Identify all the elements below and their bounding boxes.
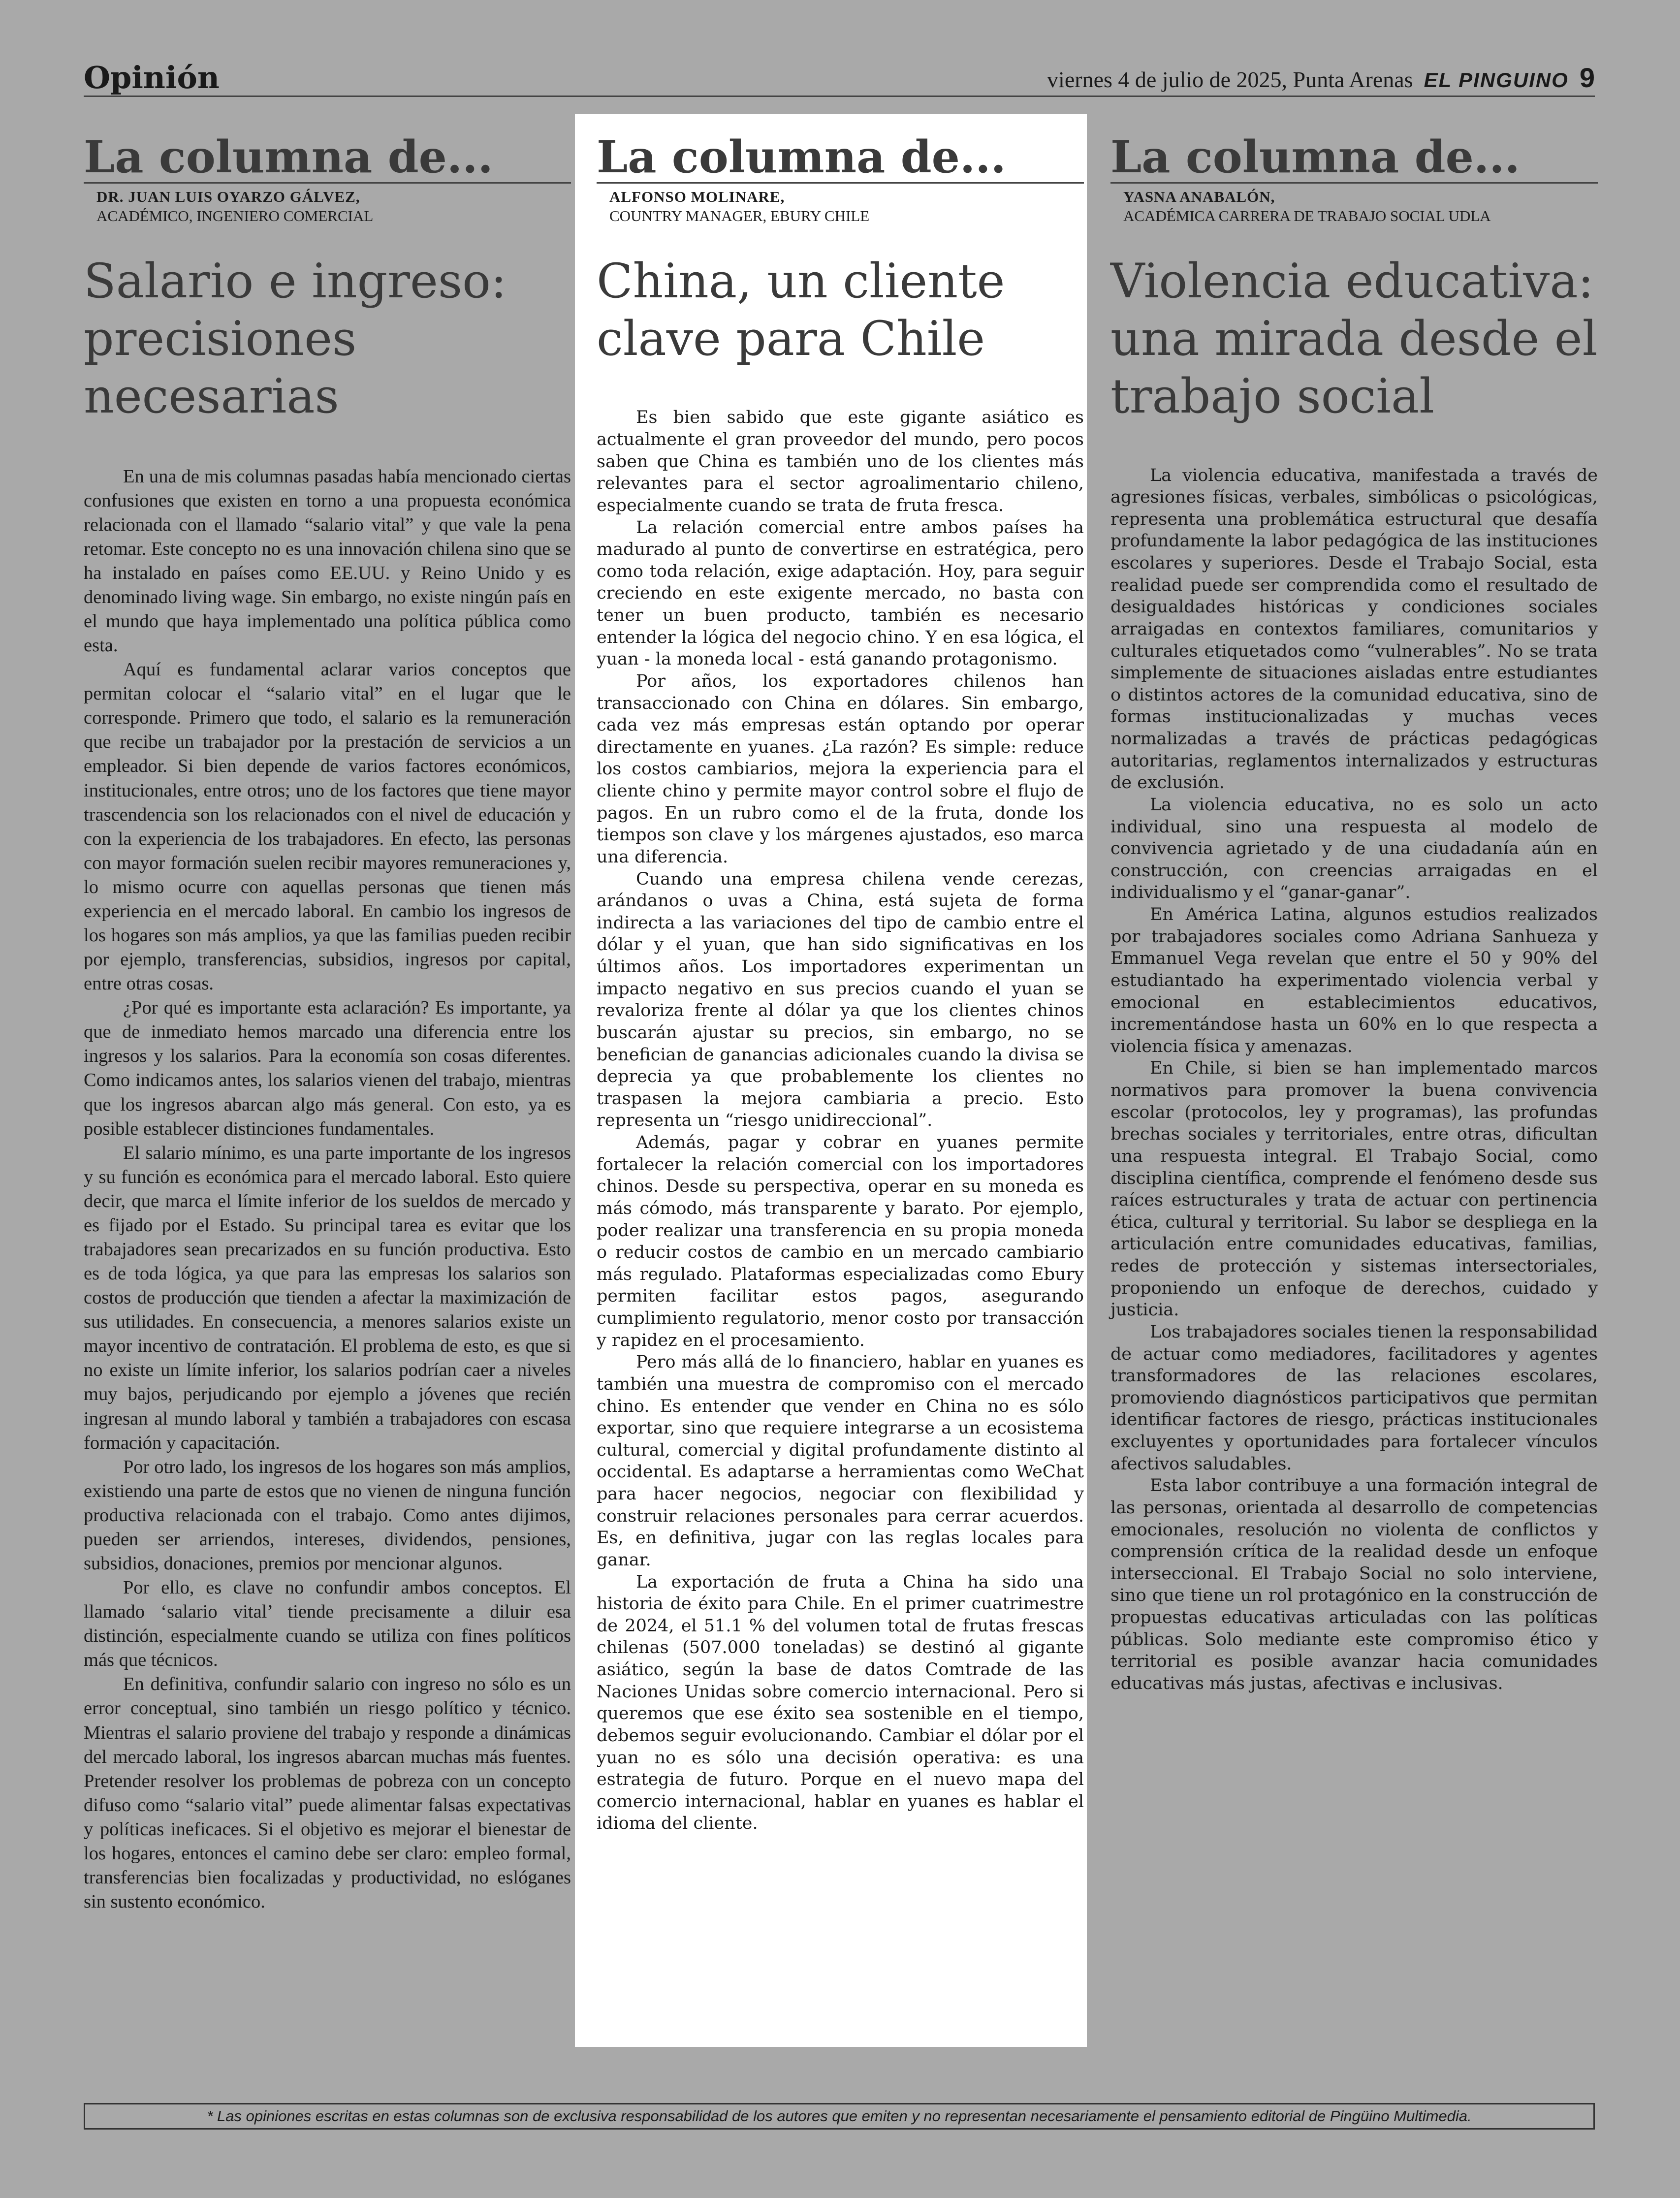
paragraph: En América Latina, algunos estudios realizados por trabajadores sociales como Adriana Sanhueza y Emmanuel Vega revelan que entre el 50 y 90% del estudiantado ha experimentado violencia verbal y emocional en establecimientos educativos, incrementándose hasta un 60% en lo que respecta a violencia física y amenazas. — [1110, 905, 1598, 1056]
column-author-role: ACADÉMICA CARRERA DE TRABAJO SOCIAL UDLA — [1123, 207, 1491, 224]
column-author-role: ACADÉMICO, INGENIERO COMERCIAL — [96, 207, 374, 224]
column-3 — [1110, 113, 1598, 1695]
page-number: 9 — [1579, 62, 1595, 93]
column-kicker: La columna de... — [1110, 113, 1598, 184]
section-title: Opinión — [84, 60, 220, 96]
paragraph: Además, pagar y cobrar en yuanes permite fortalecer la relación comercial con los importadores chinos. Desde su perspectiva, operar en su moneda es más cómodo, más transparente y barato. Por ejemplo, poder realizar una transferencia en su propia moneda o reducir costos de cambio en un mercado cambiario más regulado. Plataformas especializadas como Ebury permiten facilitar estos pagos, asegurando cumplimiento regulatorio, menor costo por transacción y rapidez en el procesamiento. — [597, 1133, 1084, 1350]
footer-disclaimer: * Las opiniones escritas en estas columnas son de exclusiva responsabilidad de los autores que emiten y no representan necesariamente el pensamiento editorial de Pingüino Multimedia. — [84, 2103, 1595, 2130]
column-kicker: La columna de... — [597, 113, 1084, 184]
column-author-role: COUNTRY MANAGER, EBURY CHILE — [609, 207, 870, 224]
column-headline: Salario e ingreso: precisiones necesarias — [84, 253, 507, 424]
paragraph: La violencia educativa, no es solo un acto individual, sino una respuesta al modelo de convivencia agrietado y de una ciudadanía aún en construcción, con creencias arraigadas en el individualismo y el “ganar-ganar”. — [1110, 795, 1598, 903]
paragraph: La violencia educativa, manifestada a través de agresiones físicas, verbales, simbólicas o psicológicas, representa una problemática estructural que desafía profundamente la labor pedagógica de las instituciones escolares y superiores. Desde el Trabajo Social, esta realidad puede ser comprendida como el resultado de desigualdades históricas y condiciones sociales arraigadas en contextos familiares, comunitarios y culturales etiquetados como “vulnerables”. No se trata simplemente de situaciones aisladas entre estudiantes o distintos actores de la comunidad educativa, sino de formas institucionalizadas y muchas veces normalizadas a través de prácticas pedagógicas autoritarias, reglamentos internalizados y estructuras de exclusión. — [1110, 465, 1598, 793]
column-author: ALFONSO MOLINARE, — [609, 188, 785, 205]
newspaper-brand: EL PINGUINO — [1424, 68, 1569, 92]
column-1 — [84, 113, 571, 1914]
column-body — [84, 465, 571, 1914]
column-kicker: La columna de... — [84, 113, 571, 184]
column-headline: China, un cliente clave para Chile — [597, 253, 1005, 366]
paragraph: Cuando una empresa chilena vende cerezas, arándanos o uvas a China, está sujeta de forma indirecta a las variaciones del tipo de cambio entre el dólar y el yuan, que han sido significativas en los últimos años. Los importadores experimentan un impacto negativo en sus precios cuando el yuan se revaloriza frente al dólar ya que los clientes chinos buscarán ajustar su precios, sin embargo, no se benefician de ganancias adicionales cuando la divisa se deprecia ya que probablemente los clientes no traspasen la mejora cambiaria a precio. Esto representa un “riesgo unidireccional”. — [597, 869, 1084, 1131]
column-body — [1110, 465, 1598, 1695]
paragraph: Aquí es fundamental aclarar varios conceptos que permitan colocar el “salario vital” en el lugar que le corresponde. Primero que todo, el salario es la remuneración que recibe un trabajador por la prestación de servicios a un empleador. Si bien depende de varios factores económicos, institucionales, entre otros; uno de los factores que tiene mayor trascendencia son los relacionados con el nivel de educación y con la experiencia de los trabajadores. En efecto, las personas con mayor formación suelen recibir mayores remuneraciones y, lo mismo ocurre con aquellas personas que tienen más experiencia en el mercado laboral. En cambio los ingresos de los hogares son más amplios, ya que las familias pueden recibir por ejemplo, transferencias, subsidios, ingresos por capital, entre otras cosas. — [84, 659, 571, 994]
paragraph: En Chile, si bien se han implementado marcos normativos para promover la buena convivencia escolar (protocolos, ley y programas), las profundas brechas sociales y territoriales, entre otras, dificultan una respuesta integral. El Trabajo Social, como disciplina científica, comprende el fenómeno desde sus raíces estructurales y trata de actuar con pertinencia ética, cultural y territorial. Su labor se despliega en la articulación entre comunidades educativas, familias, redes de protección y sistemas intersectoriales, proponiendo un enfoque de derechos, cuidado y justicia. — [1110, 1058, 1598, 1320]
paragraph: En definitiva, confundir salario con ingreso no sólo es un error conceptual, sino también un riesgo político y técnico. Mientras el salario proviene del trabajo y responde a dinámicas del mercado laboral, los ingresos abarcan muchas más fuentes. Pretender resolver los problemas de pobreza con un concepto difuso como “salario vital” puede alimentar falsas expectativas y políticas ineficaces. Si el objetivo es mejorar el bienestar de los hogares, entonces el camino debe ser claro: empleo formal, transferencias bien focalizadas y productividad, no eslóganes sin sustento económico. — [84, 1674, 571, 1912]
column-headline: Violencia educativa: una mirada desde el trabajo social — [1110, 253, 1598, 424]
paragraph: El salario mínimo, es una parte importante de los ingresos y su función es económica para el mercado laboral. Esto quiere decir, que marca el límite inferior de los sueldos de mercado y es fijado por el Estado. Su principal tarea es evitar que los trabajadores sean precarizados en su función productiva. Esto es de toda lógica, ya que para las empresas los salarios son costos de producción que tienden a afectar la maximización de sus utilidades. En consecuencia, a menores salarios existe un mayor incentivo de contratación. El problema de esto, es que si no existe un límite inferior, los salarios podrían caer a niveles muy bajos, perjudicando por ejemplo a jóvenes que recién ingresan al mundo laboral y también a trabajadores con escasa formación y capacitación. — [84, 1142, 571, 1453]
column-2 — [597, 113, 1084, 1835]
column-body — [597, 407, 1084, 1835]
paragraph: Por años, los exportadores chilenos han transaccionado con China en dólares. Sin embargo, cada vez más empresas están optando por operar directamente en yuanes. ¿La razón? Es simple: reduce los costos cambiarios, mejora la experiencia para el cliente chino y permite mayor control sobre el flujo de pagos. En un rubro como el de la fruta, donde los tiempos son clave y los márgenes ajustados, eso marca una diferencia. — [597, 671, 1084, 867]
paragraph: Por otro lado, los ingresos de los hogares son más amplios, existiendo una parte de estos que no vienen de ninguna función productiva relacionada con el trabajo. Como antes dijimos, pueden ser arriendos, intereses, dividendos, pensiones, subsidios, donaciones, premios por mencionar algunos. — [84, 1456, 571, 1574]
column-author: YASNA ANABALÓN, — [1123, 188, 1275, 205]
column-author: DR. JUAN LUIS OYARZO GÁLVEZ, — [96, 188, 360, 205]
paragraph: La exportación de fruta a China ha sido una historia de éxito para Chile. En el primer cuatrimestre de 2024, el 51.1 % del volumen total de frutas frescas chilenas (507.000 toneladas) se destinó al gigante asiático, según la base de datos Comtrade de las Naciones Unidas sobre comercio internacional. Pero si queremos que ese éxito sea sostenible en el tiempo, debemos seguir evolucionando. Cambiar el dólar por el yuan no es sólo una decisión operativa: es una estrategia de futuro. Porque en el nuevo mapa del comercio internacional, hablar en yuanes es hablar el idioma del cliente. — [597, 1572, 1084, 1834]
paragraph: ¿Por qué es importante esta aclaración? Es importante, ya que de inmediato hemos marcado una diferencia entre los ingresos y los salarios. Para la economía son cosas diferentes. Como indicamos antes, los salarios vienen del trabajo, mientras que los ingresos abarcan algo más general. Con esto, ya es posible establecer distinciones fundamentales. — [84, 997, 571, 1139]
header-meta — [1047, 62, 1595, 94]
paragraph: Es bien sabido que este gigante asiático es actualmente el gran proveedor del mundo, pero pocos saben que China es también uno de los clientes más relevantes para el sector agroalimentario chileno, especialmente cuando se trata de fruta fresca. — [597, 408, 1084, 515]
paragraph: Los trabajadores sociales tienen la responsabilidad de actuar como mediadores, facilitadores y agentes transformadores de las relaciones escolares, promoviendo diagnósticos participativos que permitan identificar factores de riesgo, prácticas institucionales excluyentes y oportunidades para fortalecer vínculos afectivos saludables. — [1110, 1322, 1598, 1474]
paragraph: Pero más allá de lo financiero, hablar en yuanes es también una muestra de compromiso con el mercado chino. Es entender que vender en China no es sólo exportar, sino que requiere integrarse a un ecosistema cultural, comercial y digital profundamente distinto al occidental. Es adaptarse a herramientas como WeChat para hacer negocios, negociar con flexibilidad y construir relaciones personales para cerrar acuerdos. Es, en definitiva, jugar con las reglas locales para ganar. — [597, 1352, 1084, 1570]
paragraph: Esta labor contribuye a una formación integral de las personas, orientada al desarrollo de competencias emocionales, resolución no violenta de conflictos y comprensión crítica de la realidad desde un enfoque interseccional. El Trabajo Social no solo interviene, sino que tiene un rol protagónico en la construcción de propuestas educativas articuladas con las políticas públicas. Solo mediante este compromiso ético y territorial es posible avanzar hacia comunidades educativas más justas, afectivas e inclusivas. — [1110, 1476, 1598, 1693]
issue-date: viernes 4 de julio de 2025, Punta Arenas — [1047, 67, 1413, 92]
paragraph: La relación comercial entre ambos países ha madurado al punto de convertirse en estratégica, pero como toda relación, exige adaptación. Hoy, para seguir creciendo en este exigente mercado, no basta con tener un buen producto, también es necesario entender la lógica del negocio chino. Y en esa lógica, el yuan - la moneda local - está ganando protagonismo. — [597, 517, 1084, 669]
paragraph: En una de mis columnas pasadas había mencionado ciertas confusiones que existen en torno a una propuesta económica relacionada con el llamado “salario vital” y que vale la pena retomar. Este concepto no es una innovación chilena sino que se ha instalado en países como EE.UU. y Reino Unido y es denominado living wage. Sin embargo, no existe ningún país en el mundo que haya implementado una política pública como esta. — [84, 466, 571, 656]
page-header — [84, 60, 1595, 97]
paragraph: Por ello, es clave no confundir ambos conceptos. El llamado ‘salario vital’ tiende precisamente a diluir esa distinción, especialmente cuando se utiliza con fines políticos más que técnicos. — [84, 1577, 571, 1671]
